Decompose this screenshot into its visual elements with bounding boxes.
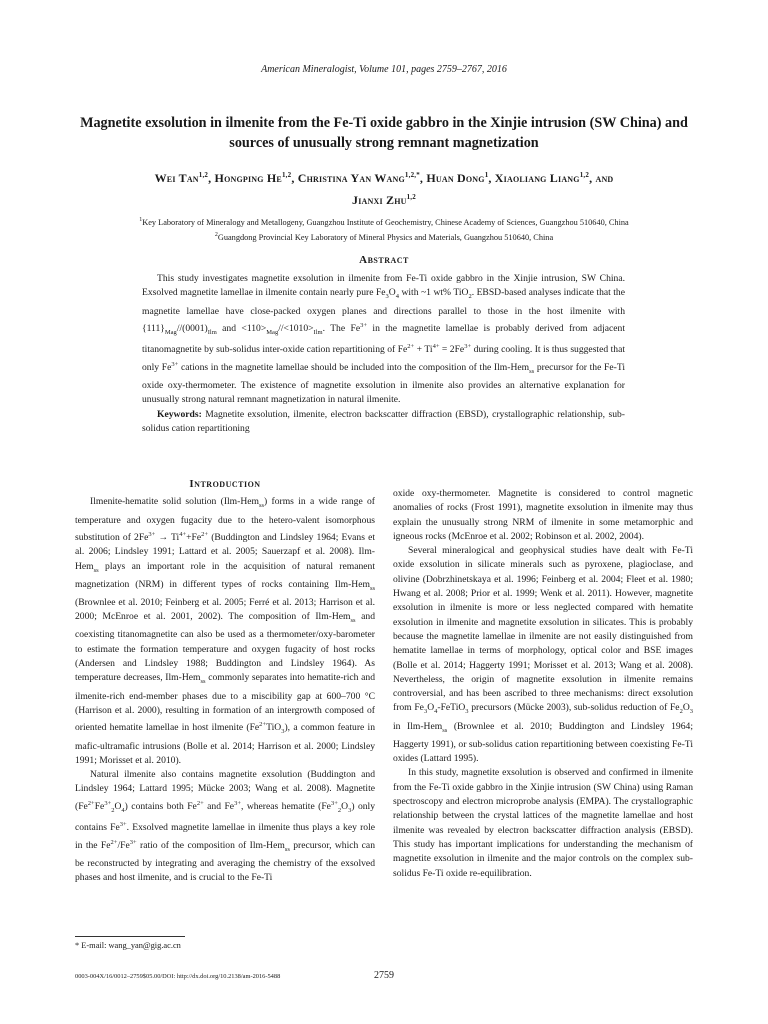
right-column [393,487,693,881]
introduction-heading: Introduction [189,478,261,490]
journal-citation: American Mineralogist, Volume 101, pages 2759–2767, 2016 [261,64,507,75]
body-paragraph: oxide oxy-thermometer. Magnetite is considered to control magnetic anomalies of rocks (Frost 1991), magnetite exsolution in ilmenite may thus explain the unusually strong NRM of ilmenite in some metamorphic and igneous rocks (McEnroe et al. 2002; Robinson et al. 2002, 2004). [393,488,693,542]
abstract-heading: Abstract [359,254,409,266]
left-column [75,477,375,886]
author-affil-sup: 1,2 [579,171,590,179]
author-affil-sup: 1,2,* [404,171,420,179]
affiliation-2: $^2$Guangdong Provincial Key Laboratory of Mineral Physics and Materials, Guangzhou 510640, China [214,232,554,243]
keywords-label: Keywords: [157,408,202,420]
author-name: Christina Yan Wang [297,171,405,185]
doi-line: 0003-004X/16/0012–2759$05.00/DOI: http://dx.doi.org/10.2138/am-2016-5488 [75,973,281,980]
author-and: and [595,171,614,185]
body-paragraph: Natural ilmenite also contains magnetite exsolution (Buddington and Lindsley 1964; Lattard 1995; Mücke 2003; Wang et al. 2008). Magnetite $(Fe^{2+}Fe^{3+}_2O_4)$ contains both $Fe^{2+}$ and $Fe^{3+}$, whereas hematite $(Fe^{3+}_2O_3)$ only contains $Fe^{3+}$. Exsolved magnetite lamellae in ilmenite thus plays a key role in the $Fe^{2+}/Fe^{3+}$ ratio of the composition of Ilm-Hem$_{ss}$ precursor, which can be reconstructed by integrating and averaging the chemistry of the exsolved phases and host ilmenite, and is crucial to the Fe-Ti [75,769,376,884]
author-name: Xiaoliang Liang [494,171,580,185]
author-name: Jianxi Zhu [352,193,407,207]
author-name: Hongping He [214,171,282,185]
author-name: Huan Dong [426,171,485,185]
body-paragraph: In this study, magnetite exsolution is observed and confirmed in ilmenite from the Fe-Ti oxide gabbro in the Xinjie intrusion (SW China) using Raman spectroscopy and electron microprobe analysis (EMPA). The crystallographic relationship between the crystal lattices of the magnetite lamellae and host ilmenite was revealed by electron backscatter diffraction analysis (EBSD). This study has important implications for understanding the mechanism of magnetite exsolution in ilmenite and the major controls on the complex sub-solidus Fe-Ti oxide re-equilibration. [393,767,693,879]
abstract-paragraph: This study investigates magnetite exsolution in ilmenite from Fe-Ti oxide gabbro in the Xinjie intrusion, SW China. Exsolved magnetite lamellae in ilmenite contain nearly pure $Fe_3O_4$ with ~1 wt% TiO$_2$. EBSD-based analyses indicate that the magnetite lamellae have close-packed oxygen planes and directions parallel to those in the host ilmenite with $\{111\}_{Mag}//(0001)_{Ilm}$ and $<110>_{Mag}//<1010>_{Ilm}$. The $Fe^{3+}$ in the magnetite lamellae is probably derived from adjacent titanomagnetite by sub-solidus inter-oxide cation repartitioning of $Fe^{2+} + Ti^{4+} = 2Fe^{3+}$ during cooling. It is thus suggested that only $Fe^{3+}$ cations in the magnetite lamellae should be included into the composition of the Ilm-Hem$_{ss}$ precursor for the Fe-Ti oxide oxy-thermometer. The existence of magnetite exsolution in ilmenite also provides an alternative explanation for unusually strong natural remnant magnetization in natural ilmenite. [142,273,626,406]
author-name: Wei Tan [154,171,199,185]
author-affil-sup: 1 [484,171,489,179]
paper-title: Magnetite exsolution in ilmenite from the Fe-Ti oxide gabbro in the Xinjie intrusion (SW China) and sources of unusually strong remnant magnetization [80,115,688,151]
affiliation-1: $^1$Key Laboratory of Mineralogy and Metallogeny, Guangzhou Institute of Geochemistry, Chinese Academy of Sciences, Guangzhou 510640, China [139,217,629,227]
author-affil-sup: 1,2 [198,171,209,179]
corresponding-author-email: * E-mail: wang_yan@gig.ac.cn [75,941,181,950]
footnote-divider [75,936,185,937]
body-paragraph: Several mineralogical and geophysical studies have dealt with Fe-Ti oxide exsolution in silicate minerals such as pyroxene, plagioclase, and olivine (Dobrzhinetskaya et al. 1996; Feinberg et al. 2004; Fleet et al. 1980; Hwang et al. 2008; Prior et al. 1999; Wenk et al. 2011). However, magnetite exsolution in ilmenite is more or less neglected compared with hematite exsolution in ilmenite and magnetite exsolution in silicates. This is probably because the magnetite lamellae in ilmenite are not easily distinguished from hematite lamellae in terms of morphology, optical color and BSE images (Bolle et al. 2014; Haggerty 1991; Morisset et al. 2013; Wang et al. 2008). Nevertheless, the origin of magnetite exsolution in ilmenite remains controversial, and has been ascribed to three mechanisms: direct exsolution from $Fe_3O_4-FeTiO_3$ precursors (Mücke 2003), sub-solidus reduction of $Fe_2O_3$ in Ilm-Hem$_{ss}$ (Brownlee et al. 2010; Buddington and Lindsley 1964; Haggerty 1991), or sub-solidus cation repartitioning between coexisting Fe-Ti oxides (Lattard 1995). [393,545,693,765]
body-paragraph: Ilmenite-hematite solid solution (Ilm-Hem$_{ss}$) forms in a wide range of temperature and oxygen fugacity due to the hetero-valent isomorphous substitution of $2Fe^{3+} \to Ti^{4+}+Fe^{2+}$ (Buddington and Lindsley 1964; Evans et al. 2006; Lindsley 1991; Lattard et al. 2005; Sauerzapf et al. 2008). Ilm-Hem$_{ss}$ plays an important role in the acquisition of natural remanent magnetization (NRM) in different types of rocks containing Ilm-Hem$_{ss}$ (Brownlee et al. 2010; Feinberg et al. 2005; Ferré et al. 2013; Harrison et al. 2000; McEnroe et al. 2001, 2002). The composition of Ilm-Hem$_{ss}$ and coexisting titanomagnetite can also be used as a thermometer/oxy-barometer to estimate the formation temperature and oxygen fugacity of host rocks (Andersen and Lindsley 1988; Buddington and Lindsley 1964). As temperature decreases, Ilm-Hem$_{ss}$ commonly separates into hematite-rich and ilmenite-rich end-member phases due to a miscibility gap at 600–700 °C (Harrison et al. 2000), resulting in formation of an intergrowth composed of oriented hematite lamellae in host ilmenite $(Fe^{2+}TiO_3)$, a common feature in mafic-ultramafic intrusions (Bolle et al. 2014; Harrison et al. 2000; Lindsley 1991; Morisset et al. 2010). [75,496,376,766]
page-number: 2759 [374,970,394,981]
keywords-text: Magnetite exsolution, ilmenite, electron backscatter diffraction (EBSD), crystallographic relationship, sub-solidus cation repartitioning [142,408,625,434]
author-affil-sup: 1,2 [406,193,416,201]
affiliations [60,214,708,245]
abstract-body [142,272,625,436]
keywords [142,408,625,437]
author-list: Wei Tan$^{1,2}$, Hongping He$^{1,2}$, Christina Yan Wang$^{1,2,*}$, Huan Dong$^1$, Xiaoliang Liang$^{1,2}$, and Jianxi Zhu$^{1,2}$ [154,171,614,207]
author-affil-sup: 1,2 [281,171,292,179]
